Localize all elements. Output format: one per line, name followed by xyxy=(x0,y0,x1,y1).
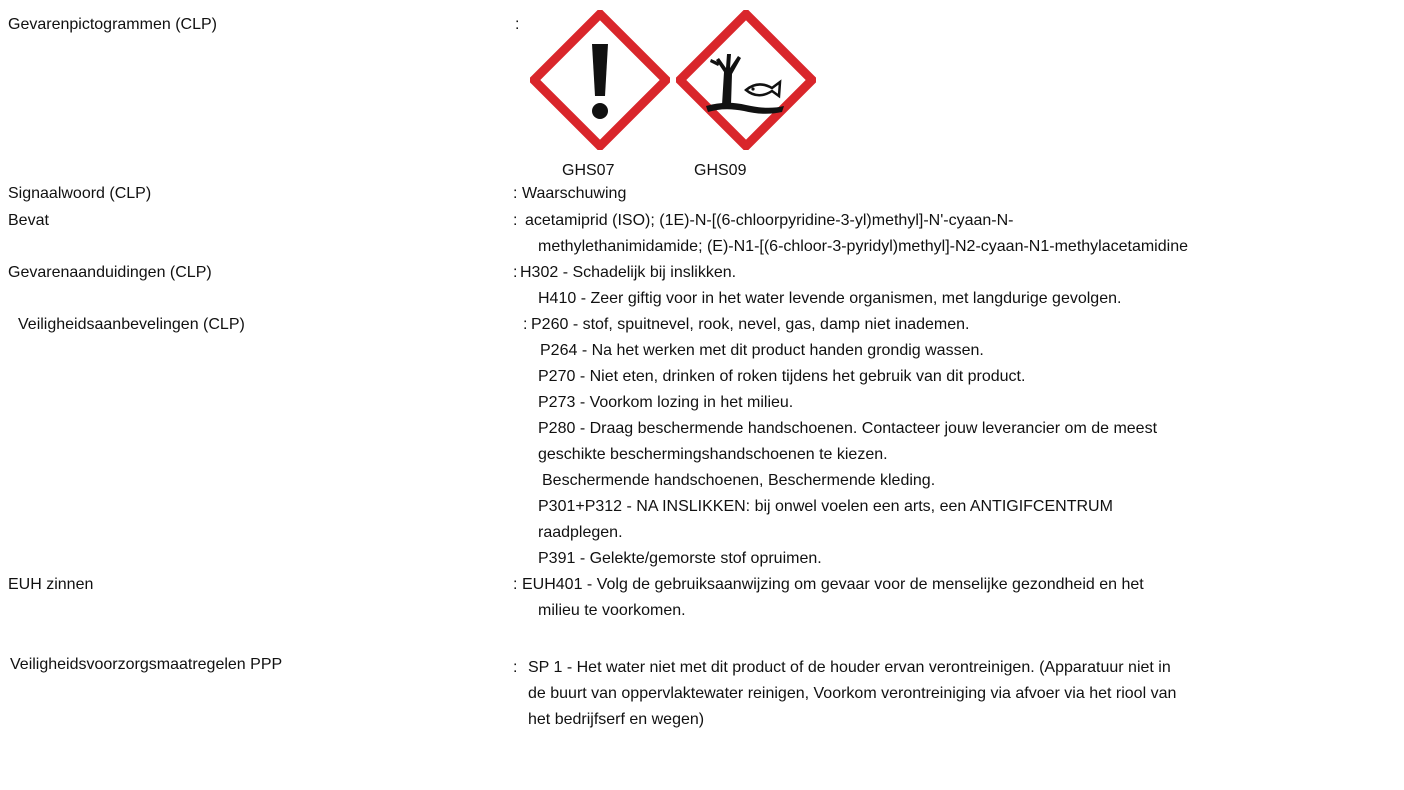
ppp-precaution: de buurt van oppervlaktewater reinigen, Voorkom verontreiniging via afvoer via het riool van xyxy=(528,685,1177,702)
hazard-statements-colon: : xyxy=(513,264,518,281)
precautionary-statements-label: Veiligheidsaanbevelingen (CLP) xyxy=(18,316,245,333)
ghs09-code: GHS09 xyxy=(694,162,747,179)
precautionary-statement: Beschermende handschoenen, Beschermende kleding. xyxy=(542,472,936,489)
signal-word-colon: : xyxy=(513,185,518,202)
ppp-precautions-colon: : xyxy=(513,659,518,676)
hazard-statement: H410 - Zeer giftig voor in het water levende organismen, met langdurige gevolgen. xyxy=(538,290,1122,307)
ppp-precautions-label: Veiligheidsvoorzorgsmaatregelen PPP xyxy=(10,656,283,673)
hazard-statement: H302 - Schadelijk bij inslikken. xyxy=(520,264,737,281)
precautionary-statement: P301+P312 - NA INSLIKKEN: bij onwel voelen een arts, een ANTIGIFCENTRUM xyxy=(538,498,1113,515)
contains-colon: : xyxy=(513,212,518,229)
euh-phrase: EUH401 - Volg de gebruiksaanwijzing om gevaar voor de menselijke gezondheid en het xyxy=(522,576,1144,593)
hazard-pictograms-label: Gevarenpictogrammen (CLP) xyxy=(8,16,217,33)
precautionary-statement: P270 - Niet eten, drinken of roken tijdens het gebruik van dit product. xyxy=(538,368,1026,385)
euh-phrases-label: EUH zinnen xyxy=(8,576,94,593)
hazard-pictograms xyxy=(526,10,826,185)
contains-line: acetamiprid (ISO); (1E)-N-[(6-chloorpyridine-3-yl)methyl]-N'-cyaan-N- xyxy=(525,212,1014,229)
ppp-precaution: het bedrijfserf en wegen) xyxy=(528,711,705,728)
hazard-statements-label: Gevarenaanduidingen (CLP) xyxy=(8,264,212,281)
precautionary-statement: raadplegen. xyxy=(538,524,623,541)
precautionary-statement: P264 - Na het werken met dit product handen grondig wassen. xyxy=(540,342,984,359)
euh-phrases-colon: : xyxy=(513,576,518,593)
hazard-pictograms-colon: : xyxy=(515,16,520,33)
signal-word-label: Signaalwoord (CLP) xyxy=(8,185,152,202)
precautionary-statement: P391 - Gelekte/gemorste stof opruimen. xyxy=(538,550,822,567)
exclamation-mark-icon xyxy=(530,10,670,150)
precautionary-statement: P260 - stof, spuitnevel, rook, nevel, gas, damp niet inademen. xyxy=(531,316,970,333)
signal-word-value: Waarschuwing xyxy=(522,185,627,202)
precautionary-statement: geschikte beschermingshandschoenen te kiezen. xyxy=(538,446,888,463)
environment-dead-tree-fish-icon xyxy=(676,10,816,150)
precautionary-statement: P273 - Voorkom lozing in het milieu. xyxy=(538,394,794,411)
precautionary-statement: P280 - Draag beschermende handschoenen. Contacteer jouw leverancier om de meest xyxy=(538,420,1158,437)
ppp-precaution: SP 1 - Het water niet met dit product of de houder ervan verontreinigen. (Apparatuur niet in xyxy=(528,659,1171,676)
precautionary-statements-colon: : xyxy=(523,316,528,333)
contains-label: Bevat xyxy=(8,212,49,229)
euh-phrase: milieu te voorkomen. xyxy=(538,602,686,619)
contains-line: methylethanimidamide; (E)-N1-[(6-chloor-3-pyridyl)methyl]-N2-cyaan-N1-methylacetamidine xyxy=(538,238,1188,255)
ghs07-code: GHS07 xyxy=(562,162,615,179)
